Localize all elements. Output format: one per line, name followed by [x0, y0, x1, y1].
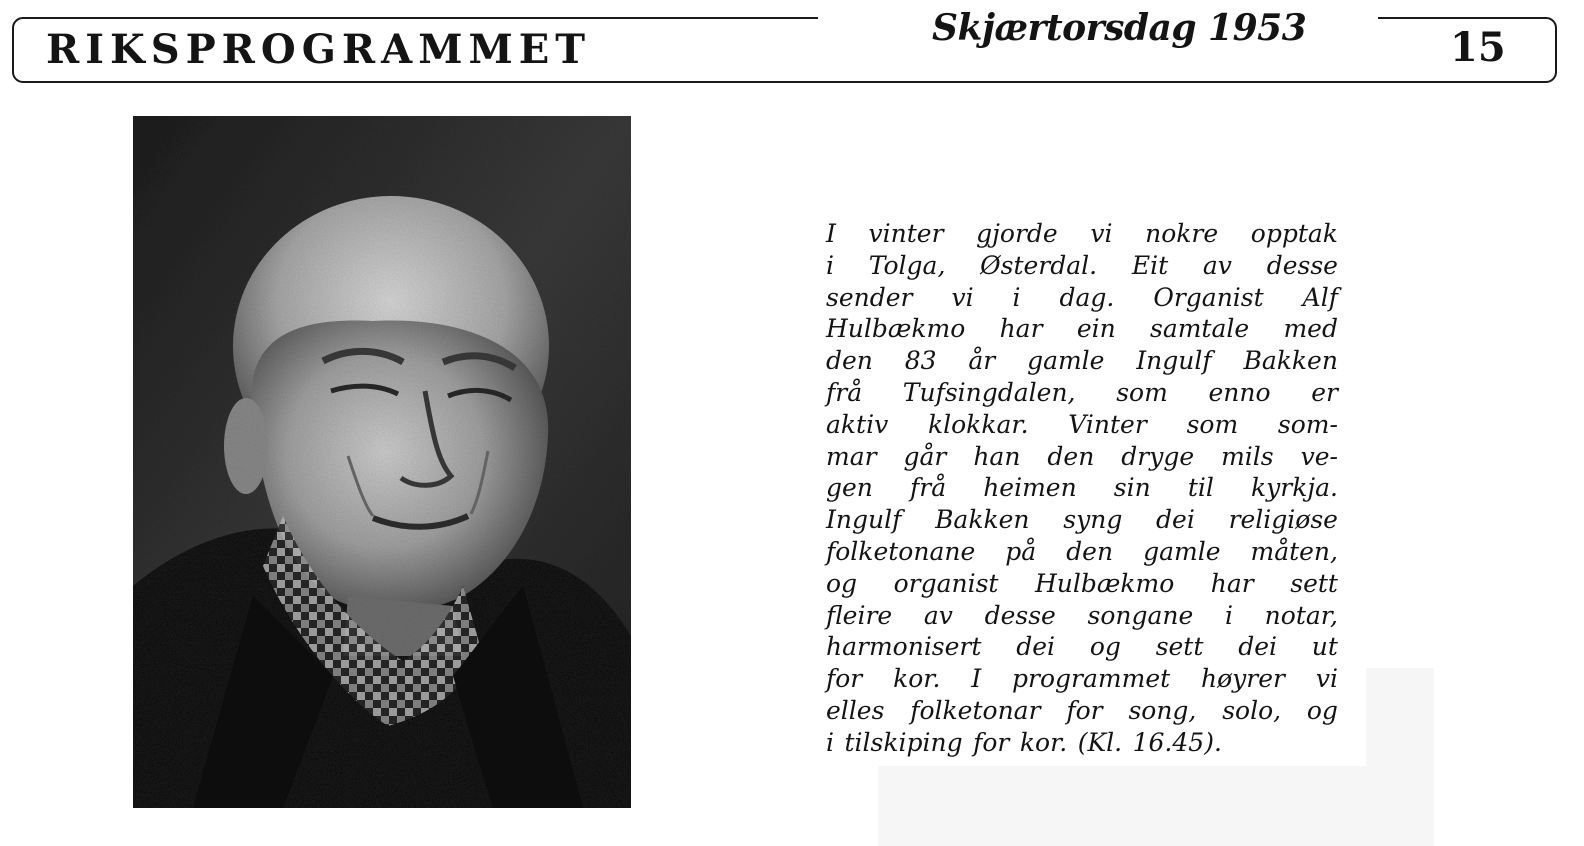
article-word: mils [1221, 441, 1274, 471]
article-word: kor. [1019, 727, 1068, 757]
article-word: mar [826, 441, 877, 471]
article-word: ein [1076, 314, 1116, 344]
article-word: Vinter [1068, 409, 1147, 439]
article-word: kor. [893, 664, 941, 694]
article-word: Ingulf [1136, 346, 1212, 376]
issue-date: Skjærtorsdag 1953 [932, 7, 1307, 49]
article-word: fleire [826, 600, 893, 630]
article-word: Alf [1302, 282, 1338, 312]
article-word: den [826, 346, 873, 376]
article-word: opptak [1250, 219, 1338, 248]
article-word: dei [1238, 632, 1277, 662]
article-word: klokkar. [927, 409, 1029, 439]
paper-shade [1366, 668, 1434, 768]
article-word: sett [1290, 568, 1338, 598]
article-word: gjorde [976, 219, 1058, 248]
article-word: kyrkja. [1250, 473, 1338, 503]
article-word: notar, [1264, 600, 1338, 630]
article-word: av [1202, 250, 1232, 280]
article-word: Østerdal. [980, 250, 1098, 280]
article-word: som [1186, 409, 1239, 439]
article-word: Tolga, [868, 250, 946, 280]
article-word: har [1210, 568, 1254, 598]
article-word: vi [1315, 664, 1338, 694]
article-word: frå [826, 377, 863, 407]
article-word: og [826, 568, 858, 598]
article-word: sett [1155, 632, 1204, 662]
article-word: sender [826, 282, 913, 312]
article-line [826, 409, 1338, 441]
article-word: høyrer [1201, 664, 1285, 694]
article-word: song, [1128, 695, 1197, 725]
article-word: år [968, 346, 996, 376]
article-word: Hulbækmo [826, 314, 966, 344]
article-word: Organist [1153, 282, 1264, 312]
article-word: folketonar [910, 695, 1041, 725]
article-word: 16.45). [1132, 727, 1222, 757]
article-line [826, 536, 1338, 568]
portrait-illustration [133, 116, 631, 808]
article-line [826, 313, 1338, 345]
article-word: I [971, 664, 982, 694]
article-word: songane [1087, 600, 1194, 630]
article-word: ut [1311, 632, 1338, 662]
article-word: ve- [1300, 441, 1338, 471]
article-word: desse [984, 600, 1056, 630]
paper-shade [878, 766, 1434, 846]
article-word: i [1012, 282, 1021, 312]
article-line [826, 377, 1338, 409]
article-word: går [903, 441, 947, 471]
article-word: I [826, 219, 836, 248]
article-word: gen [826, 473, 873, 503]
article-word: for [826, 664, 863, 694]
article-word: samtale [1149, 314, 1250, 344]
article-line [826, 631, 1338, 663]
article-word: solo, [1222, 695, 1282, 725]
article-word: den [1047, 441, 1095, 471]
article-word: dei [1016, 632, 1056, 662]
article-line [826, 504, 1338, 536]
article-line [826, 663, 1338, 695]
article-word: programmet [1012, 664, 1171, 694]
article-word: enno [1208, 377, 1271, 407]
article-word: til [1187, 473, 1214, 503]
article-word: for [1066, 695, 1103, 725]
article-word: den [1066, 536, 1114, 566]
article-word: heimen [983, 473, 1077, 503]
article-word: måten, [1250, 536, 1338, 566]
article-word: vinter [868, 219, 944, 248]
article-word: harmonisert [826, 632, 982, 662]
article-word: og [1306, 695, 1338, 725]
article-word: med [1283, 314, 1338, 344]
article-word: Eit [1131, 250, 1169, 280]
article-word: tilskiping [844, 727, 963, 757]
article-word: av [923, 600, 953, 630]
article-word: Tufsingdalen, [902, 377, 1076, 407]
article-word: dag. [1059, 282, 1115, 312]
article-word: som- [1277, 409, 1338, 439]
article-line [826, 282, 1338, 314]
article-word: folketonane [826, 536, 976, 566]
article-word: har [999, 314, 1043, 344]
article-word: frå [910, 473, 947, 503]
article-word: desse [1266, 250, 1338, 280]
article-word: gamle [1027, 346, 1105, 376]
masthead: RIKSPROGRAMMET [46, 26, 592, 73]
article-word: Hulbækmo [1034, 568, 1175, 598]
article-word: gamle [1143, 536, 1221, 566]
article-word: er [1311, 377, 1338, 407]
article-text [826, 218, 1338, 759]
article-line [826, 441, 1338, 473]
article-word: Bakken [935, 505, 1030, 535]
article-word: for [973, 727, 1010, 757]
article-word: aktiv [826, 409, 889, 439]
article-word: organist [893, 568, 999, 598]
article-line [826, 600, 1338, 632]
article-line [826, 727, 1338, 759]
article-word: vi [1090, 219, 1113, 248]
article-word: dei [1156, 505, 1195, 535]
page-number: 15 [1450, 24, 1506, 71]
article-word: vi [951, 282, 974, 312]
article-word: sin [1113, 473, 1151, 503]
article-line [826, 472, 1338, 504]
article-word: dryge [1121, 441, 1195, 471]
article-line [826, 695, 1338, 727]
article-word: han [973, 441, 1021, 471]
article-word: og [1089, 632, 1121, 662]
article-word: nokre [1145, 219, 1219, 248]
article-word: som [1116, 377, 1168, 407]
article-word: (Kl. [1077, 727, 1123, 757]
portrait-photo [133, 116, 631, 808]
article-word: i [1225, 600, 1233, 630]
article-word: syng [1063, 505, 1123, 535]
article-line [826, 218, 1338, 250]
article-word: i [826, 250, 834, 280]
article-line [826, 568, 1338, 600]
article-word: religiøse [1228, 505, 1338, 535]
article-word: elles [826, 695, 885, 725]
article-word: 83 [904, 346, 937, 376]
article-word: på [1005, 536, 1037, 566]
article-word: Ingulf [826, 505, 902, 535]
article-line [826, 345, 1338, 377]
article-line [826, 250, 1338, 282]
article-word: i [826, 727, 834, 757]
article-word: Bakken [1243, 346, 1338, 376]
